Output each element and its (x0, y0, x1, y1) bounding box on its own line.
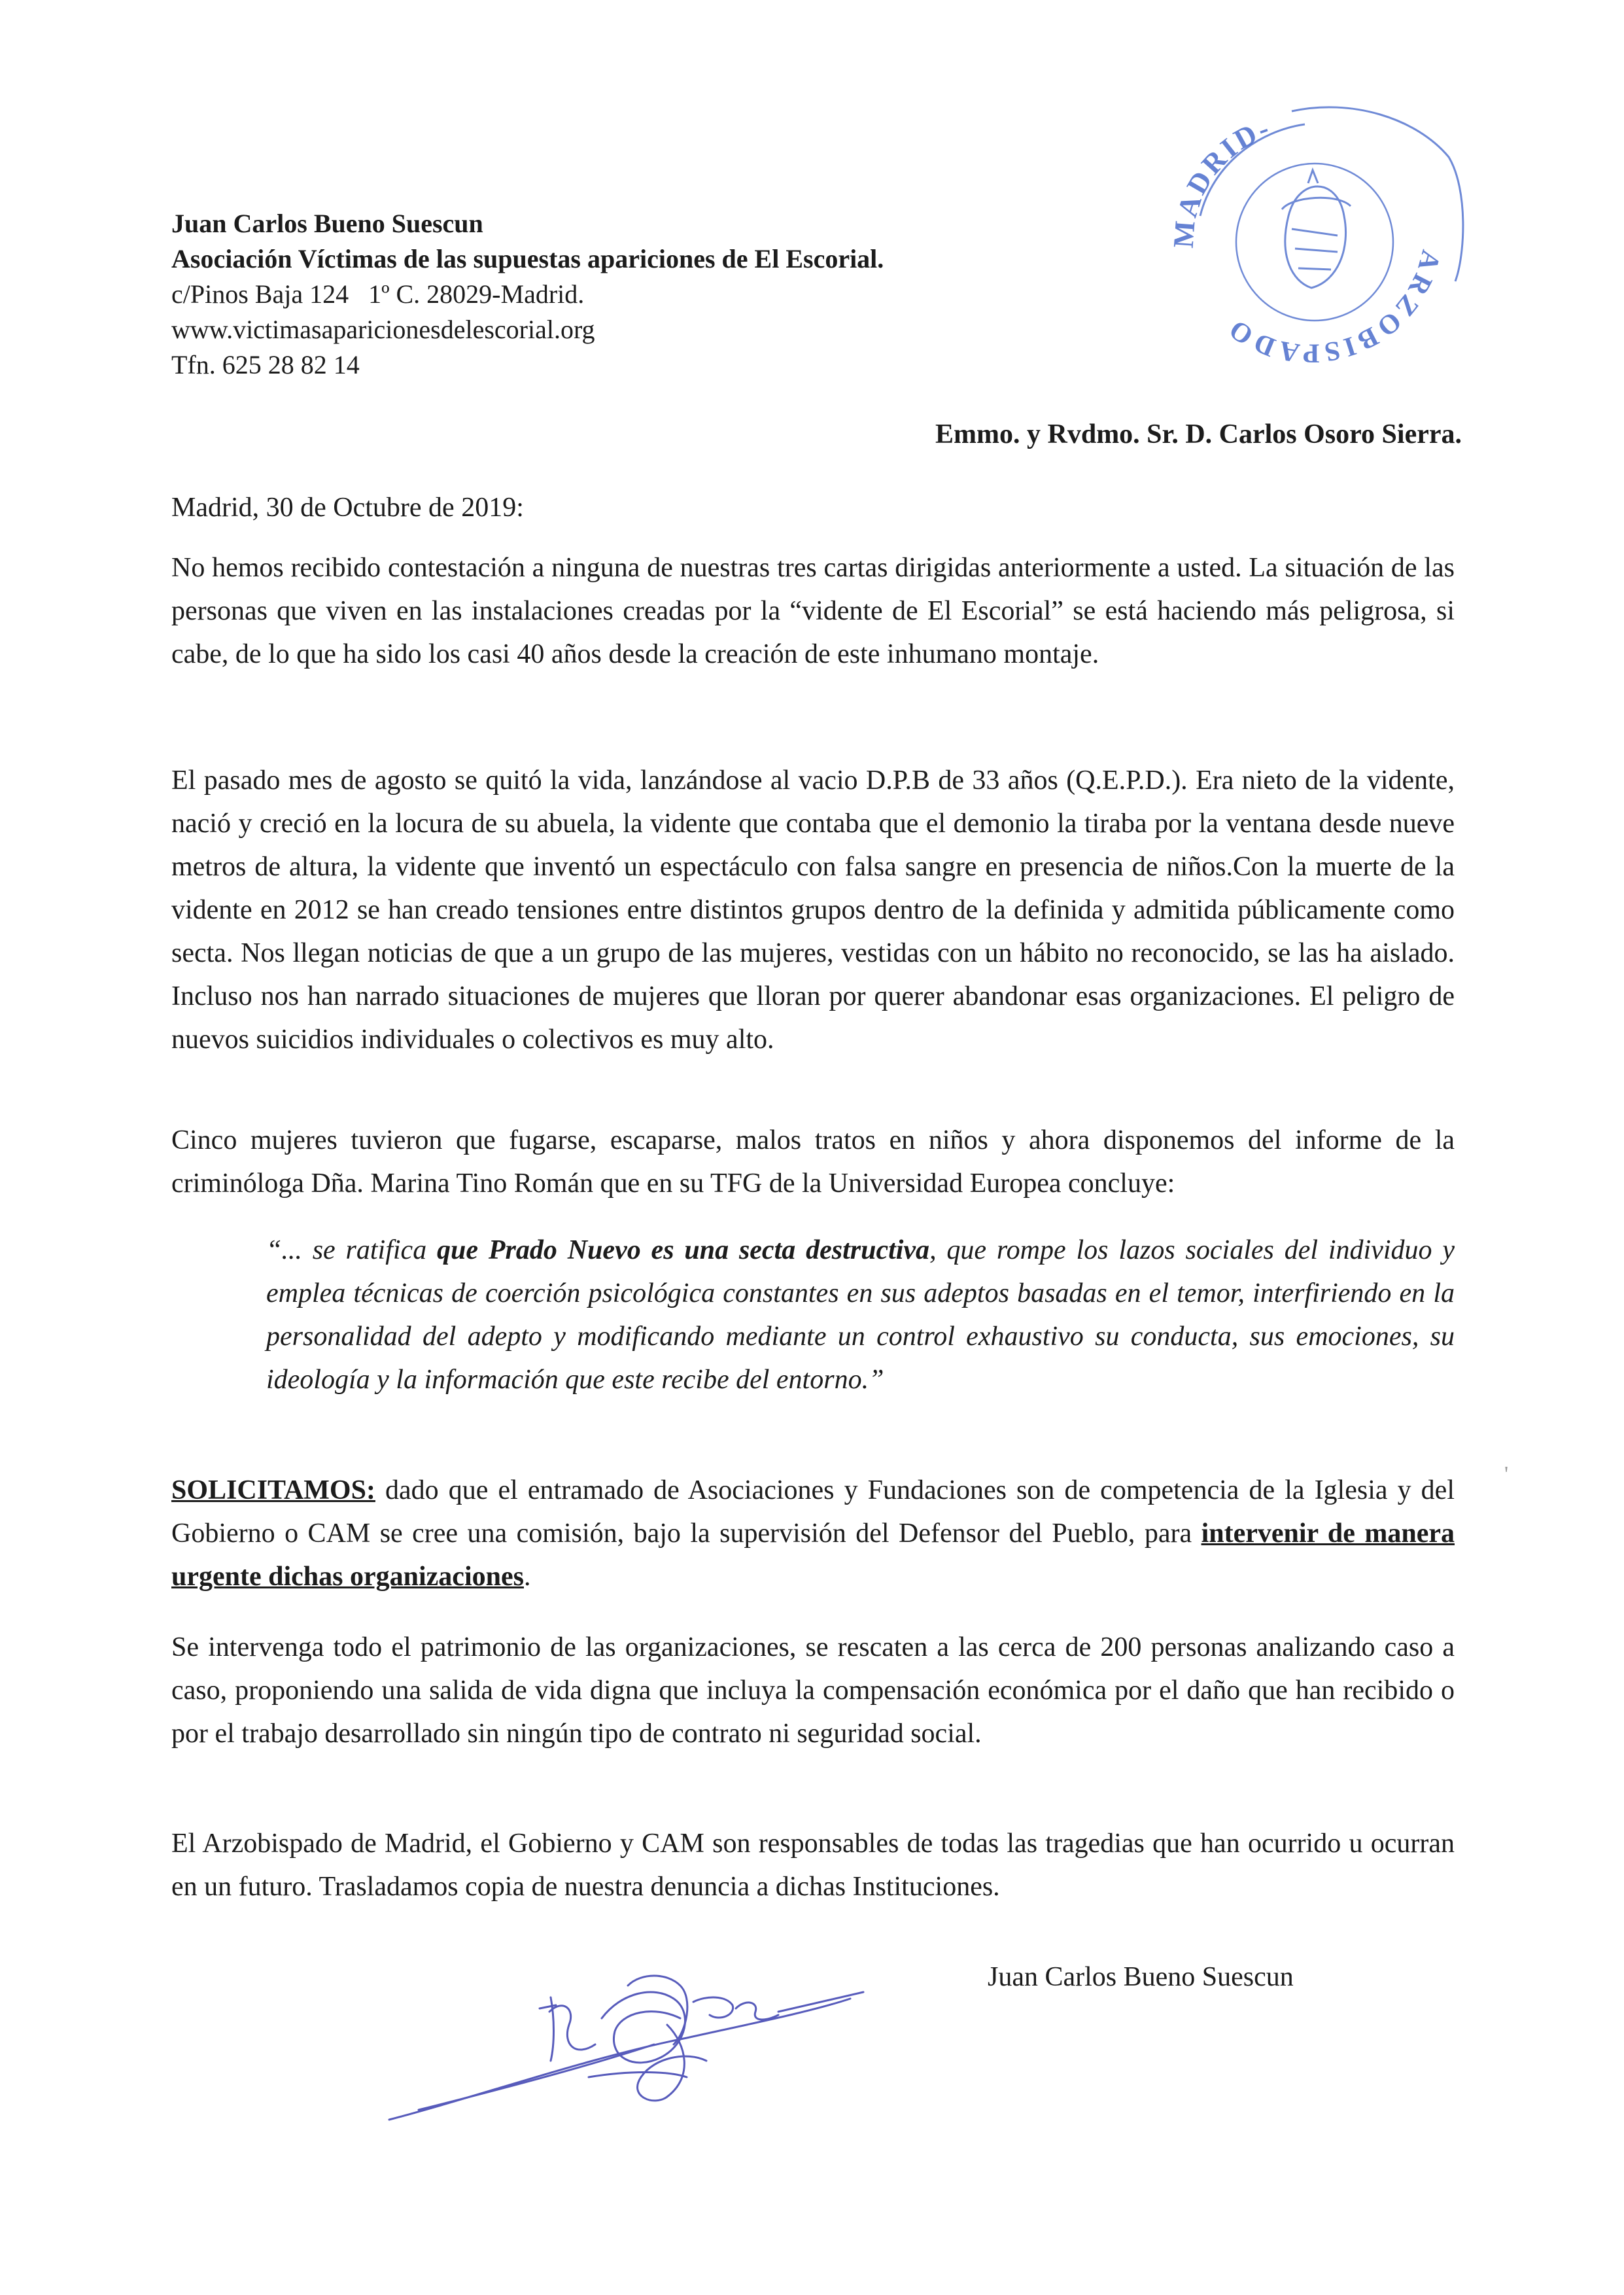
sender-association: Asociación Víctimas de las supuestas apariciones de El Escorial. (171, 244, 884, 273)
recipient: Emmo. y Rvdmo. Sr. D. Carlos Osoro Sierra. (935, 419, 1462, 449)
sender-address: c/Pinos Baja 124 1º C. 28029-Madrid. (171, 279, 585, 309)
block-quote (266, 1229, 1455, 1401)
request-paragraph (171, 1469, 1455, 1598)
sender-website: www.victimasaparicionesdelescorial.org (171, 315, 595, 344)
sender-block (171, 206, 884, 383)
stamp-text-bottom: ARZOBISPADO (1220, 247, 1446, 368)
request-label: SOLICITAMOS: (171, 1475, 375, 1505)
sender-phone: Tfn. 625 28 82 14 (171, 350, 360, 379)
request-end: . (523, 1562, 531, 1592)
quote-rest: , que rompe los lazos sociales del individuo y emplea técnicas de coerción psicológica constantes en sus adeptos basadas en el temor, interfiriendo en la personalidad del adepto y modificando mediante un control exhaustivo su conducta, sus emociones, su ideología y la información que este recibe del entorno.” (266, 1235, 1455, 1395)
svg-text:MADRID- (1167, 111, 1275, 249)
paragraph-2: El pasado mes de agosto se quitó la vida, lanzándose al vacio D.P.B de 33 años (Q.E.P.D.). Era nieto de la vidente, nació y creció en la locura de su abuela, la vidente que contaba que el demonio la tiraba por la ventana desde nueve metros de altura, la vidente que inventó un espectáculo con falsa sangre en presencia de niños.Con la muerte de la vidente en 2012 se han creado tensiones entre distintos grupos dentro de la definida y admitida públicamente como secta. Nos llegan noticias de que a un grupo de las mujeres, vestidas con un hábito no reconocido, se las ha aislado. Incluso nos han narrado situaciones de mujeres que lloran por querer abandonar esas organizaciones. El peligro de nuevos suicidios individuales o colectivos es muy alto. (171, 765, 1455, 1055)
paragraph-5: Se intervenga todo el patrimonio de las organizaciones, se rescaten a las cerca de 200 personas analizando caso a caso, proponiendo una salida de vida digna que incluya la compensación económica por el daño que han recibido o por el trabajo desarrollado sin ningún tipo de contrato ni seguridad social. (171, 1632, 1455, 1749)
quote-open: “... se ratifica (266, 1235, 438, 1265)
handwritten-signature (379, 1946, 883, 2143)
stamp-text-top: MADRID- (1167, 111, 1275, 249)
paragraph-3: Cinco mujeres tuvieron que fugarse, escaparse, malos tratos en niños y ahora disponemos del informe de la criminóloga Dña. Marina Tino Román que en su TFG de la Universidad Europea concluye: (171, 1125, 1455, 1199)
quote-bold: que Prado Nuevo es una secta destructiva (437, 1235, 930, 1265)
paragraph-6: El Arzobispado de Madrid, el Gobierno y CAM son responsables de todas las tragedias que han ocurrido u ocurran en un futuro. Trasladamos copia de nuestra denuncia a dichas Instituciones. (171, 1829, 1455, 1902)
sender-name: Juan Carlos Bueno Suescun (171, 209, 483, 238)
signature-name: Juan Carlos Bueno Suescun (988, 1962, 1294, 1992)
request-bold: intervenir de manera urgente dichas organizaciones (171, 1518, 1455, 1592)
paragraph-1: No hemos recibido contestación a ninguna de nuestras tres cartas dirigidas anteriormente a usted. La situación de las personas que viven en las instalaciones creadas por la “vidente de El Escorial” se está haciendo más peligrosa, si cabe, de lo que ha sido los casi 40 años desde la creación de este inhumano montaje. (171, 553, 1455, 669)
archdiocese-stamp (1141, 85, 1468, 386)
date-line: Madrid, 30 de Octubre de 2019: (171, 493, 524, 523)
margin-mark: ' (1504, 1462, 1509, 1486)
request-text: dado que el entramado de Asociaciones y Fundaciones son de competencia de la Iglesia y del Gobierno o CAM se cree una comisión, bajo la supervisión del Defensor del Pueblo, para (171, 1475, 1455, 1549)
